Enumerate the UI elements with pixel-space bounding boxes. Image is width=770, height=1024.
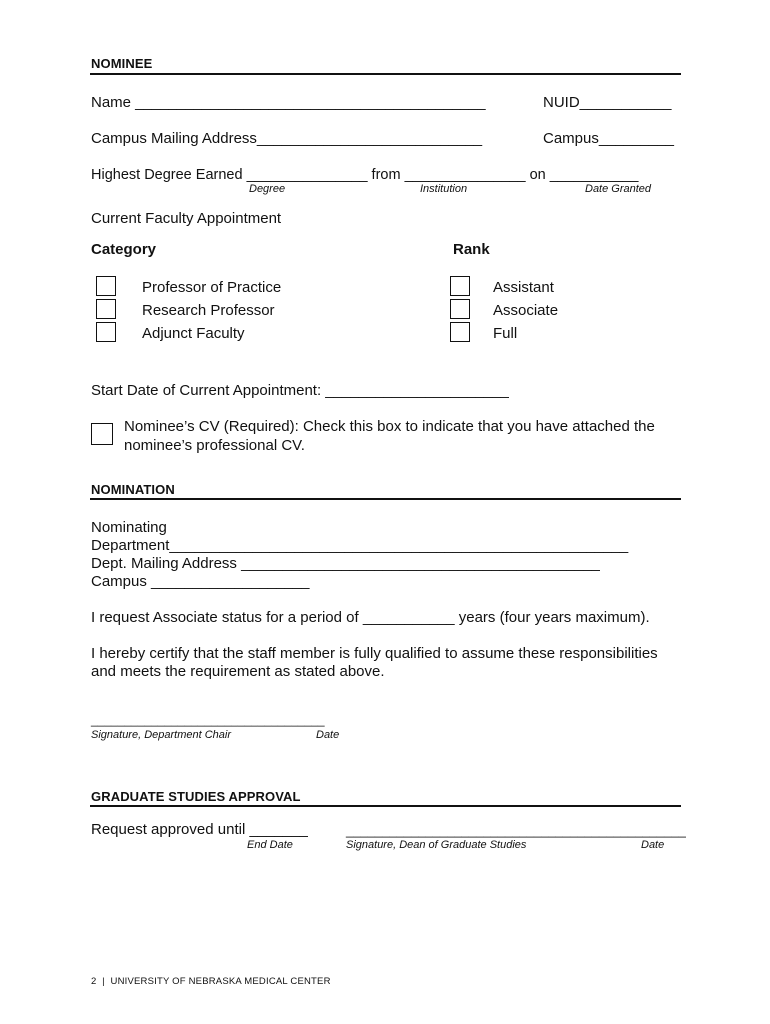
- page-footer: 2 | UNIVERSITY OF NEBRASKA MEDICAL CENTER: [91, 976, 331, 987]
- highest-degree-field[interactable]: Highest Degree Earned _______________ from _______________ on ___________: [91, 167, 639, 183]
- dean-signature-line[interactable]: _______________________________________________: [346, 823, 686, 838]
- rank-option-label: Assistant: [493, 279, 554, 296]
- nominee-rule: [90, 73, 681, 75]
- rank-option-label: Associate: [493, 302, 559, 319]
- category-option-label: Professor of Practice: [142, 279, 282, 296]
- nomination-campus-field[interactable]: Campus ___________________: [91, 573, 310, 590]
- nomination-heading: NOMINATION: [91, 482, 175, 497]
- start-date-field[interactable]: Start Date of Current Appointment: ______________________: [91, 382, 509, 399]
- nominee-heading: NOMINEE: [91, 56, 153, 71]
- current-faculty-appointment-label: Current Faculty Appointment: [91, 210, 282, 227]
- nomination-rule: [90, 498, 681, 500]
- rank-heading: Rank: [453, 241, 490, 258]
- associate-checkbox[interactable]: [450, 299, 470, 319]
- category-option-label: Adjunct Faculty: [142, 325, 245, 342]
- campus-field[interactable]: Campus_________: [543, 130, 674, 147]
- nominating-label: Nominating: [91, 519, 167, 536]
- assistant-checkbox[interactable]: [450, 276, 470, 296]
- name-field[interactable]: Name __________________________________________: [91, 94, 486, 111]
- institution-caption: Institution: [420, 183, 468, 195]
- department-chair-signature-caption: Signature, Department Chair: [91, 729, 232, 741]
- category-option-label: Research Professor: [142, 302, 275, 319]
- associate-period-field[interactable]: I request Associate status for a period of ___________ years (four years maximum).: [91, 609, 650, 626]
- research-professor-checkbox[interactable]: [96, 299, 116, 319]
- cv-instruction-line-1: Nominee’s CV (Required): Check this box to indicate that you have attached the: [124, 418, 655, 435]
- certification-line-2: and meets the requirement as stated above.: [91, 663, 385, 680]
- nuid-field[interactable]: NUID___________: [543, 94, 672, 111]
- cv-attached-checkbox[interactable]: [91, 423, 113, 445]
- chair-date-caption: Date: [316, 729, 340, 741]
- dean-signature-caption: Signature, Dean of Graduate Studies: [346, 839, 527, 851]
- department-chair-signature-line[interactable]: ___________________________________: [91, 713, 325, 727]
- dept-mailing-address-field[interactable]: Dept. Mailing Address ___________________________________________: [91, 555, 600, 572]
- date-granted-caption: Date Granted: [585, 183, 652, 195]
- rank-option-label: Full: [493, 325, 518, 342]
- adjunct-faculty-checkbox[interactable]: [96, 322, 116, 342]
- campus-mailing-address-field[interactable]: Campus Mailing Address___________________________: [91, 130, 483, 147]
- certification-line-1: I hereby certify that the staff member is fully qualified to assume these responsibilities: [91, 645, 658, 662]
- degree-caption: Degree: [249, 183, 286, 195]
- end-date-caption: End Date: [247, 839, 293, 851]
- cv-instruction-line-2: nominee’s professional CV.: [124, 437, 305, 454]
- graduate-studies-approval-heading: GRADUATE STUDIES APPROVAL: [91, 789, 301, 804]
- dean-date-caption: Date: [641, 839, 665, 851]
- full-checkbox[interactable]: [450, 322, 470, 342]
- request-approved-until-field[interactable]: Request approved until _______: [91, 821, 308, 838]
- department-field[interactable]: Department_______________________________________________________: [91, 537, 629, 554]
- approval-rule: [90, 805, 681, 807]
- professor-of-practice-checkbox[interactable]: [96, 276, 116, 296]
- category-heading: Category: [91, 241, 157, 258]
